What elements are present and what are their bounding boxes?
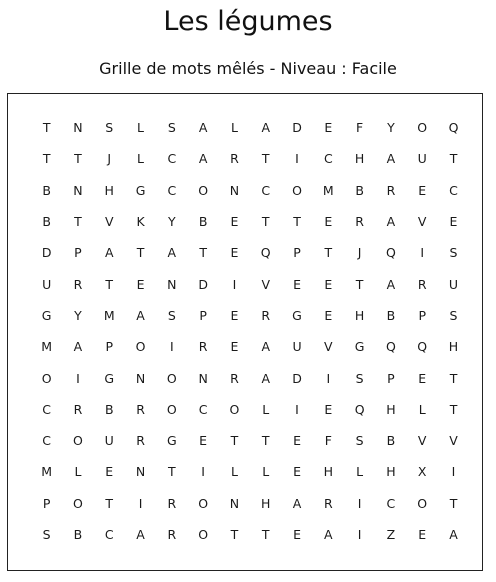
grid-letter-r3-c8[interactable]: T bbox=[293, 214, 301, 230]
grid-letter-r12-c11[interactable]: C bbox=[386, 495, 396, 511]
grid-letter-r8-c0[interactable]: O bbox=[41, 370, 52, 386]
grid-letter-r9-c1[interactable]: R bbox=[73, 401, 83, 417]
grid-letter-r10-c0[interactable]: C bbox=[42, 433, 52, 449]
grid-letter-r2-c2[interactable]: H bbox=[104, 182, 114, 198]
grid-letter-r11-c10[interactable]: L bbox=[356, 464, 364, 480]
grid-letter-r4-c11[interactable]: Q bbox=[385, 245, 396, 261]
grid-letter-r1-c3[interactable]: L bbox=[137, 151, 145, 167]
grid-letter-r9-c13[interactable]: T bbox=[449, 401, 458, 417]
grid-letter-r8-c2[interactable]: G bbox=[104, 370, 115, 386]
grid-letter-r5-c2[interactable]: T bbox=[105, 276, 114, 292]
grid-letter-r10-c13[interactable]: V bbox=[449, 433, 458, 449]
grid-letter-r5-c4[interactable]: N bbox=[167, 276, 177, 292]
grid-letter-r6-c7[interactable]: R bbox=[261, 307, 271, 323]
grid-letter-r12-c6[interactable]: N bbox=[229, 495, 240, 511]
grid-letter-r7-c11[interactable]: Q bbox=[385, 339, 396, 355]
grid-letter-r1-c4[interactable]: C bbox=[167, 151, 177, 167]
grid-letter-r11-c9[interactable]: H bbox=[323, 464, 334, 480]
grid-letter-r4-c1[interactable]: P bbox=[74, 245, 82, 261]
grid-letter-r1-c5[interactable]: A bbox=[198, 151, 208, 167]
grid-letter-r5-c3[interactable]: E bbox=[136, 276, 145, 292]
grid-letter-r5-c13[interactable]: U bbox=[448, 276, 459, 292]
grid-letter-r12-c9[interactable]: R bbox=[323, 495, 333, 511]
grid-letter-r4-c5[interactable]: T bbox=[199, 245, 207, 261]
grid-letter-r7-c5[interactable]: R bbox=[198, 339, 208, 355]
grid-letter-r1-c10[interactable]: H bbox=[354, 151, 365, 167]
grid-letter-r3-c4[interactable]: Y bbox=[168, 214, 176, 230]
grid-letter-r3-c12[interactable]: V bbox=[417, 214, 427, 230]
grid-letter-r5-c8[interactable]: E bbox=[293, 276, 301, 292]
grid-letter-r1-c6[interactable]: R bbox=[230, 151, 239, 167]
grid-letter-r11-c3[interactable]: N bbox=[135, 464, 146, 480]
grid-letter-r13-c4[interactable]: R bbox=[167, 527, 177, 542]
grid-letter-r4-c2[interactable]: A bbox=[104, 245, 114, 261]
page-title: Les légumes bbox=[163, 6, 333, 37]
word-search-frame bbox=[7, 93, 483, 571]
grid-letter-r12-c8[interactable]: A bbox=[292, 495, 302, 511]
grid-letter-r6-c1[interactable]: Y bbox=[74, 307, 82, 323]
grid-letter-r1-c7[interactable]: T bbox=[261, 151, 270, 167]
grid-letter-r7-c2[interactable]: P bbox=[105, 339, 114, 355]
grid-letter-r0-c13[interactable]: Q bbox=[448, 120, 459, 136]
grid-letter-r0-c12[interactable]: O bbox=[417, 120, 428, 136]
grid-letter-r10-c6[interactable]: T bbox=[230, 433, 239, 449]
grid-letter-r3-c2[interactable]: V bbox=[104, 214, 114, 230]
grid-letter-r13-c11[interactable]: Z bbox=[386, 527, 396, 542]
grid-letter-r3-c10[interactable]: R bbox=[355, 214, 364, 230]
grid-letter-r11-c11[interactable]: H bbox=[386, 464, 396, 480]
grid-letter-r6-c13[interactable]: S bbox=[449, 307, 458, 323]
grid-letter-r5-c12[interactable]: R bbox=[417, 276, 427, 292]
grid-letter-r12-c3[interactable]: I bbox=[138, 495, 143, 511]
grid-letter-r0-c2[interactable]: S bbox=[105, 120, 114, 136]
grid-letter-r10-c2[interactable]: U bbox=[104, 433, 114, 449]
grid-letter-r2-c9[interactable]: M bbox=[322, 182, 334, 198]
grid-letter-r0-c6[interactable]: L bbox=[230, 120, 238, 136]
grid-letter-r5-c6[interactable]: I bbox=[232, 276, 237, 292]
grid-letter-r13-c8[interactable]: E bbox=[293, 527, 301, 542]
grid-letter-r7-c4[interactable]: I bbox=[169, 339, 174, 355]
grid-letter-r4-c13[interactable]: S bbox=[449, 245, 458, 261]
grid-letter-r10-c11[interactable]: B bbox=[386, 433, 396, 449]
grid-letter-r8-c6[interactable]: R bbox=[230, 370, 239, 386]
grid-letter-r8-c8[interactable]: D bbox=[292, 370, 302, 386]
grid-letter-r12-c4[interactable]: R bbox=[167, 495, 177, 511]
grid-letter-r5-c1[interactable]: R bbox=[73, 276, 83, 292]
grid-letter-r7-c1[interactable]: A bbox=[73, 339, 83, 355]
grid-letter-r9-c3[interactable]: R bbox=[136, 401, 145, 417]
grid-letter-r7-c6[interactable]: E bbox=[230, 339, 239, 355]
grid-letter-r11-c6[interactable]: L bbox=[230, 464, 238, 480]
grid-letter-r9-c12[interactable]: L bbox=[418, 401, 426, 417]
grid-letter-r7-c3[interactable]: O bbox=[135, 339, 146, 355]
grid-letter-r13-c0[interactable]: S bbox=[42, 527, 51, 542]
grid-letter-r3-c0[interactable]: B bbox=[42, 214, 51, 230]
grid-letter-r9-c7[interactable]: L bbox=[262, 401, 270, 417]
grid-letter-r0-c11[interactable]: Y bbox=[387, 120, 395, 136]
grid-letter-r3-c7[interactable]: T bbox=[261, 214, 270, 230]
grid-letter-r6-c5[interactable]: P bbox=[199, 307, 207, 323]
word-search-grid bbox=[31, 112, 469, 550]
grid-letter-r9-c9[interactable]: E bbox=[324, 401, 333, 417]
grid-letter-r3-c1[interactable]: T bbox=[74, 214, 82, 230]
grid-letter-r8-c10[interactable]: S bbox=[355, 370, 364, 386]
grid-letter-r13-c12[interactable]: E bbox=[418, 527, 427, 542]
grid-letter-r6-c8[interactable]: G bbox=[292, 307, 302, 323]
grid-letter-r1-c0[interactable]: T bbox=[42, 151, 51, 167]
grid-letter-r3-c11[interactable]: A bbox=[386, 214, 396, 230]
grid-letter-r8-c4[interactable]: O bbox=[166, 370, 177, 386]
grid-letter-r10-c1[interactable]: O bbox=[73, 433, 83, 449]
grid-letter-r10-c7[interactable]: T bbox=[261, 433, 270, 449]
grid-letter-r0-c7[interactable]: A bbox=[261, 120, 270, 136]
grid-letter-r9-c10[interactable]: Q bbox=[354, 401, 365, 417]
grid-letter-r7-c12[interactable]: Q bbox=[417, 339, 428, 355]
grid-letter-r1-c11[interactable]: A bbox=[386, 151, 396, 167]
grid-letter-r1-c9[interactable]: C bbox=[323, 151, 333, 167]
grid-letter-r6-c4[interactable]: S bbox=[167, 307, 176, 323]
grid-letter-r4-c9[interactable]: T bbox=[324, 245, 333, 261]
grid-letter-r8-c9[interactable]: I bbox=[326, 370, 331, 386]
grid-letter-r11-c0[interactable]: M bbox=[41, 464, 53, 480]
grid-letter-r9-c4[interactable]: O bbox=[166, 401, 177, 417]
grid-letter-r11-c4[interactable]: T bbox=[168, 464, 176, 480]
grid-letter-r4-c4[interactable]: A bbox=[167, 245, 177, 261]
grid-letter-r4-c7[interactable]: Q bbox=[260, 245, 271, 261]
grid-letter-r11-c8[interactable]: E bbox=[293, 464, 301, 480]
grid-letter-r8-c13[interactable]: T bbox=[449, 370, 458, 386]
grid-letter-r5-c9[interactable]: E bbox=[324, 276, 333, 292]
grid-letter-r5-c7[interactable]: V bbox=[261, 276, 270, 292]
grid-letter-r4-c12[interactable]: I bbox=[420, 245, 425, 261]
grid-letter-r0-c4[interactable]: S bbox=[167, 120, 176, 136]
grid-letter-r4-c8[interactable]: P bbox=[293, 245, 301, 261]
grid-letter-r0-c0[interactable]: T bbox=[42, 120, 51, 136]
grid-letter-r10-c4[interactable]: G bbox=[166, 433, 177, 449]
grid-letter-r10-c10[interactable]: S bbox=[355, 433, 364, 449]
grid-letter-r4-c10[interactable]: J bbox=[357, 245, 362, 261]
grid-letter-r9-c0[interactable]: C bbox=[42, 401, 52, 417]
grid-letter-r4-c6[interactable]: E bbox=[230, 245, 239, 261]
grid-letter-r10-c5[interactable]: E bbox=[199, 433, 208, 449]
grid-letter-r11-c5[interactable]: I bbox=[201, 464, 205, 480]
grid-letter-r9-c5[interactable]: C bbox=[198, 401, 208, 417]
grid-letter-r10-c3[interactable]: R bbox=[136, 433, 145, 449]
grid-letter-r5-c0[interactable]: U bbox=[42, 276, 52, 292]
grid-letter-r2-c4[interactable]: C bbox=[167, 182, 177, 198]
grid-letter-r13-c3[interactable]: A bbox=[136, 527, 145, 542]
grid-letter-r0-c5[interactable]: A bbox=[198, 120, 208, 136]
grid-letter-r4-c0[interactable]: D bbox=[41, 245, 52, 261]
grid-letter-r6-c10[interactable]: H bbox=[354, 307, 365, 323]
grid-letter-r11-c13[interactable]: I bbox=[451, 464, 456, 480]
grid-letter-r12-c13[interactable]: T bbox=[449, 495, 458, 511]
grid-letter-r2-c10[interactable]: B bbox=[355, 182, 364, 198]
grid-letter-r6-c0[interactable]: G bbox=[41, 307, 52, 323]
page-subtitle: Grille de mots mêlés - Niveau : Facile bbox=[99, 59, 397, 78]
grid-letter-r3-c9[interactable]: E bbox=[324, 214, 333, 230]
grid-letter-r12-c0[interactable]: P bbox=[42, 495, 51, 511]
grid-letter-r8-c1[interactable]: I bbox=[76, 370, 80, 386]
grid-letter-r1-c13[interactable]: T bbox=[449, 151, 458, 167]
grid-letter-r9-c8[interactable]: I bbox=[295, 401, 299, 417]
grid-letter-r12-c2[interactable]: T bbox=[105, 495, 114, 511]
grid-letter-r7-c8[interactable]: U bbox=[292, 339, 302, 355]
grid-letter-r1-c1[interactable]: T bbox=[74, 151, 82, 167]
grid-letter-r7-c0[interactable]: M bbox=[41, 339, 53, 355]
grid-letter-r5-c11[interactable]: A bbox=[386, 276, 396, 292]
grid-letter-r8-c12[interactable]: E bbox=[418, 370, 427, 386]
grid-letter-r12-c1[interactable]: O bbox=[73, 495, 83, 511]
grid-letter-r9-c2[interactable]: B bbox=[104, 401, 114, 417]
grid-letter-r13-c2[interactable]: C bbox=[104, 527, 114, 542]
grid-letter-r8-c3[interactable]: N bbox=[135, 370, 146, 386]
grid-letter-r7-c13[interactable]: H bbox=[448, 339, 459, 355]
grid-letter-r9-c6[interactable]: O bbox=[229, 401, 240, 417]
grid-letter-r1-c2[interactable]: J bbox=[107, 151, 112, 167]
grid-letter-r2-c12[interactable]: E bbox=[418, 182, 427, 198]
grid-letter-r8-c7[interactable]: A bbox=[261, 370, 270, 386]
grid-letter-r10-c9[interactable]: F bbox=[324, 433, 332, 449]
grid-letter-r11-c7[interactable]: L bbox=[262, 464, 270, 480]
grid-letter-r1-c12[interactable]: U bbox=[417, 151, 427, 167]
grid-letter-r13-c13[interactable]: A bbox=[449, 527, 458, 542]
grid-letter-r2-c8[interactable]: O bbox=[292, 182, 302, 198]
grid-letter-r2-c1[interactable]: N bbox=[73, 182, 83, 198]
grid-letter-r2-c6[interactable]: N bbox=[229, 182, 240, 198]
grid-letter-r5-c5[interactable]: D bbox=[198, 276, 208, 292]
grid-letter-r2-c13[interactable]: C bbox=[449, 182, 458, 198]
grid-letter-r6-c6[interactable]: E bbox=[230, 307, 239, 323]
grid-letter-r3-c5[interactable]: B bbox=[198, 214, 208, 230]
grid-letter-r3-c6[interactable]: E bbox=[230, 214, 239, 230]
grid-letter-r6-c9[interactable]: E bbox=[324, 307, 333, 323]
grid-letter-r10-c12[interactable]: V bbox=[417, 433, 427, 449]
grid-letter-r13-c7[interactable]: T bbox=[261, 527, 270, 542]
grid-letter-r11-c2[interactable]: E bbox=[105, 464, 114, 480]
grid-letter-r13-c10[interactable]: I bbox=[357, 527, 362, 542]
grid-letter-r1-c8[interactable]: I bbox=[295, 151, 299, 167]
grid-letter-r12-c10[interactable]: I bbox=[357, 495, 362, 511]
grid-letter-r0-c9[interactable]: E bbox=[324, 120, 333, 136]
grid-letter-r2-c11[interactable]: R bbox=[386, 182, 396, 198]
grid-letter-r12-c12[interactable]: O bbox=[417, 495, 428, 511]
grid-letter-r13-c9[interactable]: A bbox=[324, 527, 333, 542]
grid-letter-r4-c3[interactable]: T bbox=[136, 245, 145, 261]
grid-letter-r7-c7[interactable]: A bbox=[261, 339, 270, 355]
grid-letter-r8-c11[interactable]: P bbox=[387, 370, 395, 386]
grid-letter-r11-c1[interactable]: L bbox=[74, 464, 82, 480]
grid-letter-r13-c5[interactable]: O bbox=[198, 527, 209, 542]
grid-letter-r3-c3[interactable]: K bbox=[136, 214, 145, 230]
grid-letter-r12-c5[interactable]: O bbox=[198, 495, 209, 511]
grid-letter-r7-c9[interactable]: V bbox=[324, 339, 333, 355]
grid-letter-r0-c8[interactable]: D bbox=[292, 120, 302, 136]
grid-letter-r11-c12[interactable]: X bbox=[417, 464, 427, 480]
grid-letter-r2-c0[interactable]: B bbox=[42, 182, 51, 198]
grid-letter-r7-c10[interactable]: G bbox=[354, 339, 365, 355]
grid-letter-r6-c2[interactable]: M bbox=[103, 307, 115, 323]
grid-letter-r2-c5[interactable]: O bbox=[198, 182, 209, 198]
grid-letter-r10-c8[interactable]: E bbox=[293, 433, 301, 449]
grid-letter-r8-c5[interactable]: N bbox=[198, 370, 208, 386]
grid-letter-r13-c1[interactable]: B bbox=[73, 527, 83, 542]
grid-letter-r0-c10[interactable]: F bbox=[356, 120, 364, 136]
grid-letter-r5-c10[interactable]: T bbox=[355, 276, 364, 292]
grid-letter-r3-c13[interactable]: E bbox=[449, 214, 458, 230]
grid-letter-r2-c7[interactable]: C bbox=[261, 182, 271, 198]
grid-letter-r2-c3[interactable]: G bbox=[135, 182, 146, 198]
grid-letter-r6-c3[interactable]: A bbox=[136, 307, 145, 323]
grid-letter-r13-c6[interactable]: T bbox=[230, 527, 239, 542]
grid-letter-r0-c3[interactable]: L bbox=[137, 120, 145, 136]
grid-letter-r12-c7[interactable]: H bbox=[261, 495, 271, 511]
grid-letter-r6-c11[interactable]: B bbox=[386, 307, 396, 323]
grid-letter-r9-c11[interactable]: H bbox=[386, 401, 396, 417]
grid-letter-r0-c1[interactable]: N bbox=[73, 120, 83, 136]
grid-letter-r6-c12[interactable]: P bbox=[418, 307, 426, 323]
